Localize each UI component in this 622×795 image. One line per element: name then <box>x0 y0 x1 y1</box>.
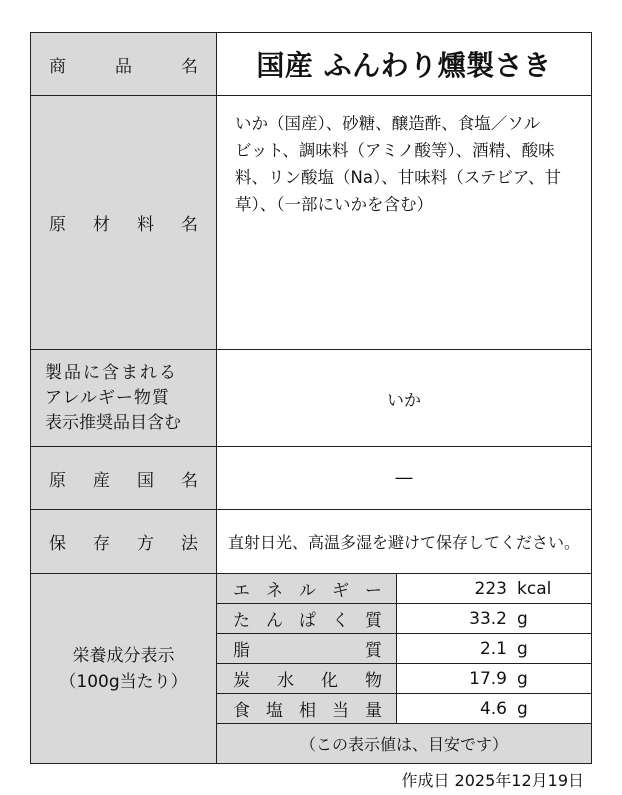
label-char: 炭 <box>233 671 250 691</box>
nutrition-label-line: 栄養成分表示 <box>72 645 175 666</box>
label-char: 物 <box>365 671 382 691</box>
nutrient-number: 17.9 <box>469 668 507 689</box>
product-name: 国産 ふんわり燻製さき <box>256 49 552 82</box>
label-char: 名 <box>181 56 198 77</box>
ingredients-label <box>30 95 217 350</box>
nutrient-number: 33.2 <box>469 608 507 629</box>
label-char: 方 <box>137 534 154 554</box>
label-char: 原 <box>49 470 66 491</box>
nutrient-label-protein <box>216 603 397 634</box>
nutrient-label-fat <box>216 633 397 664</box>
label-char: 材 <box>93 215 110 235</box>
allergen-label-line: 製品に含まれる <box>45 362 178 383</box>
food-label-table <box>30 32 592 764</box>
nutrient-value-energy <box>396 573 592 604</box>
product-name-value-cell <box>216 32 592 96</box>
label-char: 当 <box>332 701 349 721</box>
allergen-value-cell <box>216 349 592 447</box>
nutrient-unit: g <box>517 698 528 719</box>
ingredients-line: 料、リン酸塩（Na）、甘味料（ステビア、甘 <box>235 168 562 187</box>
label-char: 名 <box>181 215 198 235</box>
label-char: ぱ <box>299 611 316 631</box>
label-char: 原 <box>49 215 66 235</box>
created-date: 作成日 2025年12月19日 <box>401 771 584 790</box>
label-char: 脂 <box>233 641 250 661</box>
label-char: 国 <box>137 470 154 491</box>
label-char: 相 <box>299 701 316 721</box>
label-char: 食 <box>233 701 250 721</box>
nutrient-unit: g <box>517 608 528 629</box>
storage-value: 直射日光、高温多湿を避けて保存してください。 <box>227 533 580 552</box>
nutrition-label-line: （100g当たり） <box>59 671 188 692</box>
label-char: エ <box>233 581 250 601</box>
ingredients-line: いか（国産）、砂糖、醸造酢、食塩／ソル <box>235 114 541 133</box>
nutrient-unit: g <box>517 668 528 689</box>
label-char: 質 <box>365 611 382 631</box>
label-char: 質 <box>365 641 382 661</box>
label-char: た <box>233 611 250 631</box>
label-char: 化 <box>321 671 338 691</box>
label-char: 保 <box>49 534 66 554</box>
ingredients-line: 草）、（一部にいかを含む） <box>235 195 433 214</box>
nutrient-value-carbohydrate <box>396 663 592 694</box>
label-char: 品 <box>115 56 132 77</box>
label-char: 産 <box>93 470 110 491</box>
label-char: ギ <box>332 581 349 601</box>
storage-label <box>30 509 217 574</box>
label-char: ー <box>365 581 382 601</box>
nutrient-label-carbohydrate <box>216 663 397 694</box>
nutrient-value-salt <box>396 693 592 724</box>
label-char: く <box>332 611 349 631</box>
label-char: ん <box>266 611 283 631</box>
origin-label <box>30 446 217 510</box>
label-char: 水 <box>277 671 294 691</box>
label-char: 商 <box>49 56 66 77</box>
nutrient-unit: g <box>517 638 528 659</box>
nutrition-label <box>30 573 217 764</box>
ingredients-value <box>216 95 592 350</box>
nutrient-number: 223 <box>474 578 507 599</box>
label-char: 法 <box>181 534 198 554</box>
ingredients-line: ビット、調味料（アミノ酸等）、酒精、酸味 <box>235 141 555 160</box>
nutrient-label-energy <box>216 573 397 604</box>
allergen-label <box>30 349 217 447</box>
storage-value-cell <box>216 509 592 574</box>
allergen-value: いか <box>387 390 421 411</box>
allergen-label-line: アレルギー物質 <box>45 387 170 408</box>
origin-value-cell <box>216 446 592 510</box>
label-char: ル <box>299 581 316 601</box>
nutrient-value-protein <box>396 603 592 634</box>
label-char: 料 <box>137 215 154 235</box>
origin-value: ― <box>395 468 413 488</box>
nutrition-note: （この表示値は、目安です） <box>299 735 508 754</box>
nutrition-note-cell <box>216 723 592 764</box>
nutrient-unit: kcal <box>517 578 552 599</box>
product-name-label <box>30 32 217 96</box>
nutrient-label-salt <box>216 693 397 724</box>
label-char: 量 <box>365 701 382 721</box>
label-char: 名 <box>181 470 198 491</box>
label-char: 塩 <box>266 701 283 721</box>
nutrient-number: 2.1 <box>479 638 507 659</box>
label-char: ネ <box>266 581 283 601</box>
label-char: 存 <box>93 534 110 554</box>
nutrient-value-fat <box>396 633 592 664</box>
nutrient-number: 4.6 <box>479 698 507 719</box>
allergen-label-line: 表示推奨品目含む <box>45 412 181 433</box>
